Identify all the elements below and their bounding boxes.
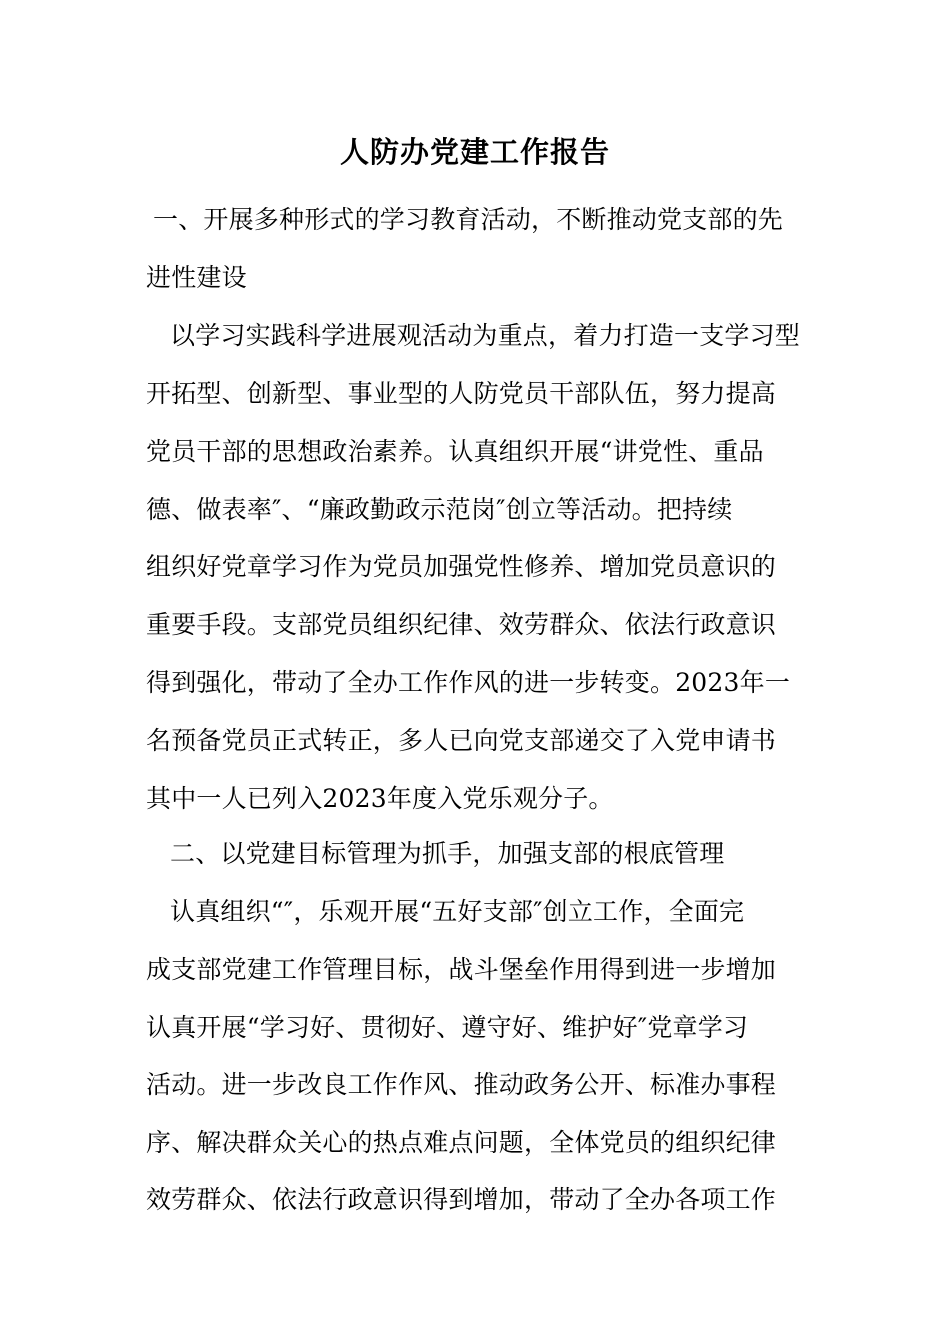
text-line: 开拓型、创新型、事业型的人防党员干部队伍，努力提高 [146,379,777,408]
text-line: 序、解决群众关心的热点难点问题，全体党员的组织纪律 [146,1128,777,1157]
text-line: 名预备党员正式转正，多人已向党支部递交了入党申请书 [146,726,777,755]
text-line: 党员干部的思想政治素养。认真组织开展“讲党性、重品 [146,437,764,466]
section-heading-1: 一、开展多种形式的学习教育活动，不断推动党支部的先 [153,205,784,234]
text-line: 以学习实践科学进展观活动为重点，着力打造一支学习型 [170,321,801,350]
text-line: 活动。进一步改良工作作风、推动政务公开、标准办事程 [146,1070,777,1099]
text-line: 其中一人已列入2023年度入党乐观分子。 [146,784,614,813]
text-line: 得到强化，带动了全办工作作风的进一步转变。2023年一 [146,668,791,697]
text-line: 成支部党建工作管理目标，战斗堡垒作用得到进一步增加 [146,955,777,984]
text-line: 进性建设 [146,263,247,292]
text-line: 认真开展“学习好、贯彻好、遵守好、维护好″党章学习 [146,1013,749,1042]
section-heading-2: 二、以党建目标管理为抓手，加强支部的根底管理 [170,839,725,868]
text-line: 德、做表率″、“廉政勤政示范岗″创立等活动。把持续 [146,495,733,524]
document-title: 人防办党建工作报告 [339,135,610,169]
text-line: 认真组织“″，乐观开展“五好支部″创立工作，全面完 [170,897,745,926]
text-line: 重要手段。支部党员组织纪律、效劳群众、依法行政意识 [146,610,777,639]
text-line: 效劳群众、依法行政意识得到增加，带动了全办各项工作 [146,1185,777,1214]
text-line: 组织好党章学习作为党员加强党性修养、增加党员意识的 [146,552,777,581]
